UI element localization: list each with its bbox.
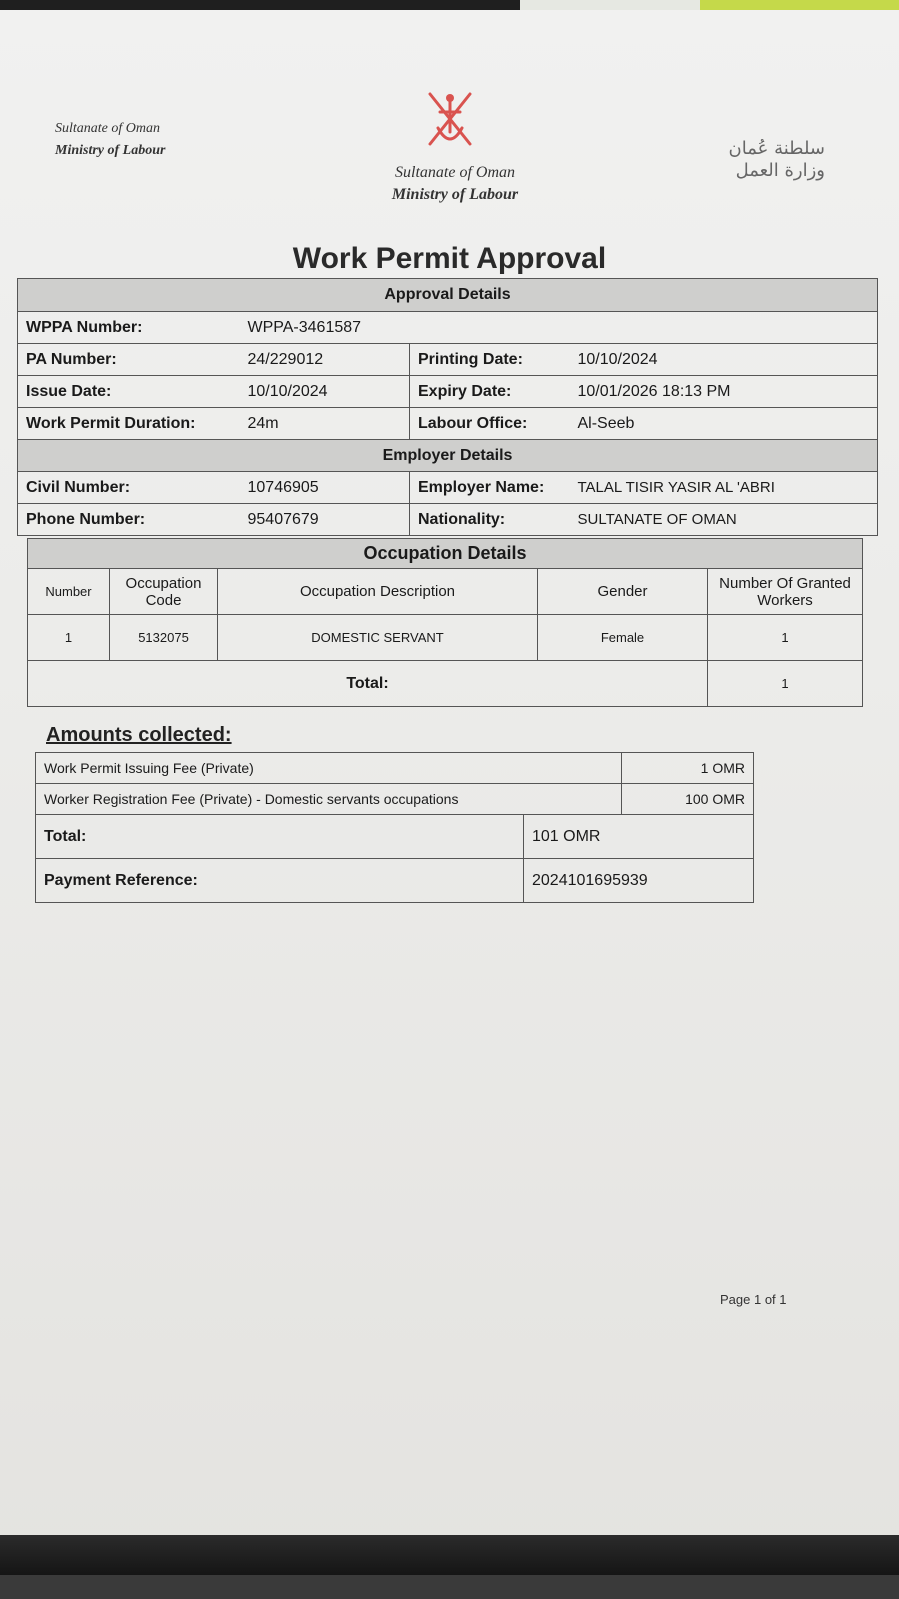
- document-page: [0, 10, 899, 1575]
- approval-details-heading: Approval Details: [18, 279, 878, 312]
- oman-khanjar-emblem-icon: [420, 88, 480, 160]
- row-granted-workers: 1: [708, 615, 863, 661]
- header-granted-workers: Number Of Granted Workers: [708, 569, 863, 615]
- nationality-label: Nationality:: [410, 504, 570, 536]
- amounts-total-label: Total:: [36, 815, 524, 859]
- header-occupation-description: Occupation Description: [218, 569, 538, 615]
- header-gender: Gender: [538, 569, 708, 615]
- printing-date-value: 10/10/2024: [570, 344, 878, 376]
- arabic-line2: وزارة العمل: [735, 160, 825, 181]
- fees-table: [35, 752, 754, 903]
- occupation-table: [27, 538, 863, 707]
- issue-date-label: Issue Date:: [18, 376, 240, 408]
- occupation-details-heading: Occupation Details: [28, 539, 863, 569]
- page-title: Work Permit Approval: [292, 242, 607, 275]
- ministry-center-line1: Sultanate of Oman: [395, 164, 515, 181]
- employer-name-value: TALAL TISIR YASIR AL 'ABRI: [570, 472, 878, 504]
- ministry-left-line1: Sultanate of Oman: [55, 121, 160, 136]
- table-row: [28, 615, 863, 661]
- top-strip-dark: [0, 0, 520, 10]
- occupation-total-label: Total:: [28, 661, 708, 707]
- fee-label-registration: Worker Registration Fee (Private) - Domestic servants occupations: [36, 784, 622, 815]
- bottom-shadow: [0, 1535, 899, 1575]
- ministry-center-line2: Ministry of Labour: [391, 186, 519, 203]
- approval-employer-table: [17, 278, 878, 536]
- ministry-logo-center: [365, 162, 545, 206]
- amounts-total-value: 101 OMR: [524, 815, 754, 859]
- fee-amount-registration: 100 OMR: [622, 784, 754, 815]
- top-strip-green: [700, 0, 899, 10]
- header-number: Number: [28, 569, 110, 615]
- amounts-collected-title: Amounts collected:: [46, 724, 232, 746]
- occupation-total-value: 1: [708, 661, 863, 707]
- issue-date-value: 10/10/2024: [240, 376, 410, 408]
- page-number: Page 1 of 1: [720, 1292, 787, 1307]
- fee-label-issuing: Work Permit Issuing Fee (Private): [36, 753, 622, 784]
- header-occupation-code: Occupation Code: [110, 569, 218, 615]
- phone-number-label: Phone Number:: [18, 504, 240, 536]
- nationality-value: SULTANATE OF OMAN: [570, 504, 878, 536]
- printing-date-label: Printing Date:: [410, 344, 570, 376]
- civil-number-value: 10746905: [240, 472, 410, 504]
- row-occupation-code: 5132075: [110, 615, 218, 661]
- row-gender: Female: [538, 615, 708, 661]
- ministry-left-line2: Ministry of Labour: [55, 143, 166, 158]
- labour-office-value: Al-Seeb: [570, 408, 878, 440]
- payment-reference-label: Payment Reference:: [36, 859, 524, 903]
- top-strip: [0, 0, 899, 10]
- labour-office-label: Labour Office:: [410, 408, 570, 440]
- payment-reference-value: 2024101695939: [524, 859, 754, 903]
- employer-name-label: Employer Name:: [410, 472, 570, 504]
- row-occupation-description: DOMESTIC SERVANT: [218, 615, 538, 661]
- expiry-date-value: 10/01/2026 18:13 PM: [570, 376, 878, 408]
- row-number: 1: [28, 615, 110, 661]
- pa-value: 24/229012: [240, 344, 410, 376]
- expiry-date-label: Expiry Date:: [410, 376, 570, 408]
- wppa-label: WPPA Number:: [18, 312, 240, 344]
- ministry-logo-arabic: [705, 138, 825, 182]
- civil-number-label: Civil Number:: [18, 472, 240, 504]
- fee-amount-issuing: 1 OMR: [622, 753, 754, 784]
- ministry-logo-left: [55, 118, 165, 162]
- phone-number-value: 95407679: [240, 504, 410, 536]
- pa-label: PA Number:: [18, 344, 240, 376]
- duration-value: 24m: [240, 408, 410, 440]
- wppa-value: WPPA-3461587: [240, 312, 878, 344]
- employer-details-heading: Employer Details: [18, 440, 878, 472]
- arabic-line1: سلطنة عُمان: [728, 138, 825, 159]
- duration-label: Work Permit Duration:: [18, 408, 240, 440]
